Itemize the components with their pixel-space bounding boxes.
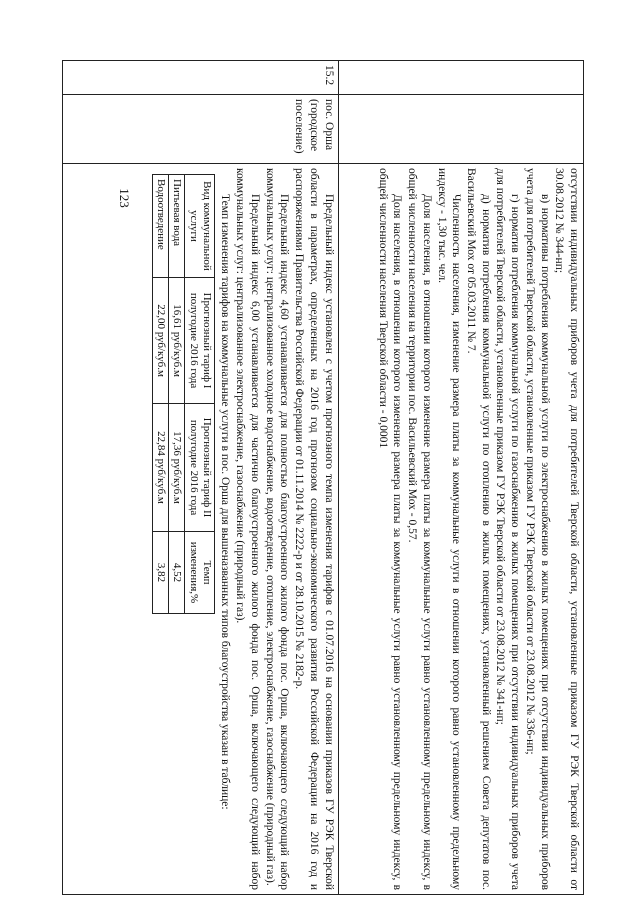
tariff-cell: 22,00 руб/куб.м [153,277,169,403]
tariff-cell: 22,84 руб/куб.м [153,404,169,532]
tariff-row [169,175,185,614]
tariff-header-row [185,175,214,614]
rate-cell: 4,52 [169,531,185,613]
paragraph: д) норматив потребления коммунальной услуги по отоплению в жилых помещениях, установленный решением Совета депутатов пос. Васильевский Мох от 05.03.2011 № 7. [464,168,492,890]
service-cell: Водоотведение [153,175,169,278]
paragraph: г) норматив потребления коммунальной услуги по газоснабжению в жилых помещениях при отсутствии индивидуальных приборов учета для потребителей Тверской области, установленные приказом ГУ РЭК Тверской области от 23.08.2012 № 341-нп; [494,168,522,890]
document-table [62,60,584,895]
tariff-cell: 17,36 руб/куб.м [169,404,185,532]
table-row [63,61,339,895]
tariff-row [153,175,169,614]
column-header: Вид коммунальной услуги [185,175,214,278]
row-number-cell: 15.2 [63,61,339,95]
paragraph: Доля населения, в отношении которого изменение размера платы за коммунальные услуги равно установленному предельному индексу, в общей численности населения на территории пос. Васильевский Мох - 0,57. [406,168,433,890]
service-cell: Питьевая вода [169,175,185,278]
settlement-name-cell: пос. Орша (городское поселение) [63,95,339,164]
column-header: Прогнозный тариф I полугодие 2016 года [185,277,214,403]
row-number-cell [338,61,583,95]
paragraph: в) нормативы потребления коммунальной услуги по электроснабжению в жилых помещениях при отсутствии индивидуальных приборов учета для потребителей Тверской области, установленные приказом ГУ РЭК Тверской области от 23.08.2012 № 336-нп; [523,168,551,890]
paragraph: отсутствии индивидуальных приборов учета для потребителей Тверской области, установленные приказом ГУ РЭК Тверской области от 30.08.2012 № 344-нп; [553,168,580,890]
settlement-name-cell [338,95,583,164]
paragraph: Предельный индекс 6,00 устанавливается для частично благоустроенного жилого фонда пос. Орша, включающего следующий набор коммунальных услуг: централизованное электроснабжение, газоснабжение (природный газ). [234,168,261,890]
rotated-page [62,60,584,895]
paragraph: Предельный индекс 4,60 устанавливается для полностью благоустроенного жилого фонда пос. Орша, включающего следующий набор коммунальных услуг: централизованное холодное водоснабжение, водоотведение, отопление, электроснабжение, газоснабжение (природный газ). [263,168,291,890]
column-header: Прогнозный тариф II полугодие 2016 года [185,404,214,532]
paragraph: Доля населения, в отношении которого изменение размера платы за коммунальные услуги равно установленному предельному индексу, в общей численности населения Тверской области - 0,0001 [376,168,404,890]
tariff-cell: 16,61 руб/куб.м [169,277,185,403]
description-cell [63,164,339,895]
paragraph: Предельный индекс установлен с учетом прогнозного темпа изменения тарифов с 01.07.2016 на основании приказов ГУ РЭК Тверской области в параметрах, определенных на 2016 год прогнозом социально-экономического развития Российской Федерации на 2016 год и распоряжениями Правительства Российской Федерации от 01.11.2014 № 2222-р и от 28.10.2015 № 2182-р. [293,168,335,890]
tariff-table [152,174,215,614]
paragraph: Численность населения, изменение размера платы за коммунальные услуги в отношении которого равно установленному предельному индексу - 1,30 тыс. чел. [435,168,463,890]
description-cell [338,164,583,895]
table-row [338,61,583,895]
column-header: Темп изменения,% [185,531,214,613]
rate-cell: 3,82 [153,531,169,613]
page-number: 123 [117,188,132,208]
paragraph: Темп изменения тарифов на коммунальные услуги в пос. Орша для вышеназванных типов благоустройства указан в таблице: [219,194,232,810]
